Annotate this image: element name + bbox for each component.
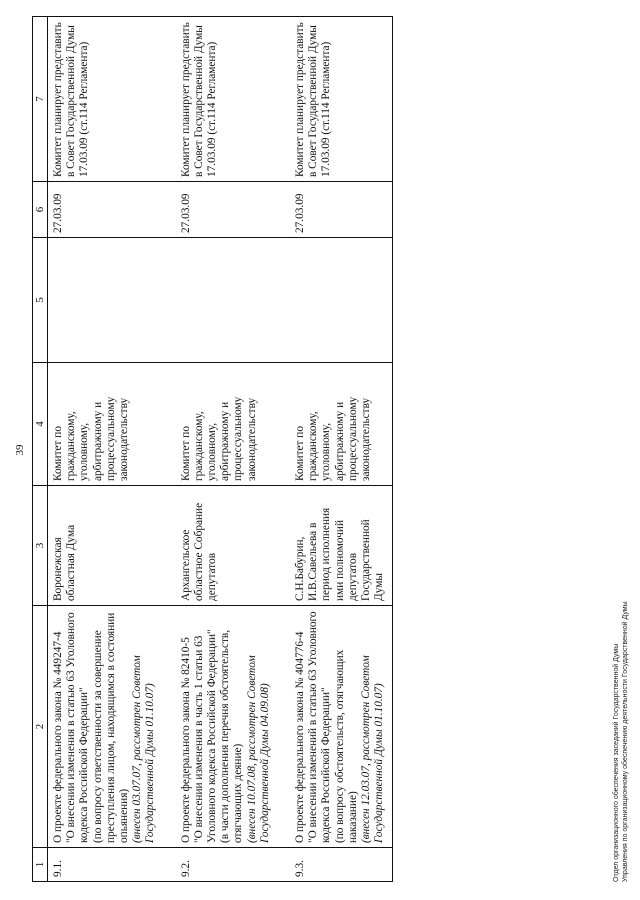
- row-number: 9.3.: [290, 848, 393, 882]
- initiator: С.Н.Бабурин, И.В.Савельева в период исполнения ими полномочий депутатов Государственной Думы: [290, 486, 393, 606]
- bill-description: [290, 606, 393, 848]
- initiator: Воронежская областная Дума: [48, 486, 176, 606]
- date: 27.03.09: [176, 182, 290, 238]
- column-header-2: 2: [33, 606, 48, 848]
- row-number: 9.2.: [176, 848, 290, 882]
- bill-detail: (по вопросу ответственности за совершение преступления лицом, находящимся в состоянии опьянения): [91, 612, 131, 843]
- bill-reference: (внесен 03.07.07, рассмотрен Советом Государственной Думы 01.10.07): [131, 655, 157, 843]
- column-header-row: [33, 17, 48, 882]
- row-number: 9.1.: [48, 848, 176, 882]
- date: 27.03.09: [290, 182, 393, 238]
- bills-table: [32, 16, 393, 882]
- initiator: Архангельское областное Собрание депутатов: [176, 486, 290, 606]
- bill-reference: (внесен 12.03.07, рассмотрен Советом Государственной Думы 01.10.07): [360, 655, 386, 843]
- note: Комитет планирует представить в Совет Государственной Думы 17.03.09 (ст.114 Регламента): [48, 17, 176, 182]
- note: Комитет планирует представить в Совет Государственной Думы 17.03.09 (ст.114 Регламента): [290, 17, 393, 182]
- column-5-cell: [176, 238, 290, 363]
- bill-title: О проекте федерального закона № 404776-4: [294, 631, 307, 843]
- bill-subject: "О внесении изменения в статью 63 Уголовного кодекса Российской Федерации": [65, 612, 91, 843]
- bill-detail: (в части дополнения перечня обстоятельств, отягчающих деяние): [219, 629, 245, 843]
- column-header-3: 3: [33, 486, 48, 606]
- column-header-7: 7: [33, 17, 48, 182]
- committee: Комитет по гражданскому, уголовному, арбитражному и процессуальному законодательству: [290, 363, 393, 486]
- footer: [612, 601, 630, 882]
- column-header-5: 5: [33, 238, 48, 363]
- column-header-1: 1: [33, 848, 48, 882]
- bill-title: О проекте федерального закона № 82410-5: [179, 637, 192, 843]
- bill-description: [48, 606, 176, 848]
- table-row: [48, 17, 176, 882]
- committee: Комитет по гражданскому, уголовному, арбитражному и процессуальному законодательству: [176, 363, 290, 486]
- column-5-cell: [290, 238, 393, 363]
- bill-description: [176, 606, 290, 848]
- date: 27.03.09: [48, 182, 176, 238]
- bill-title: О проекте федерального закона № 449247-4: [52, 631, 64, 843]
- bill-detail: (по вопросу обстоятельств, отягчающих наказание): [333, 649, 359, 843]
- bill-reference: (внесен 10.07.08, рассмотрен Советом Государственной Думы 04.09.08): [245, 655, 271, 843]
- table-row: [176, 17, 290, 882]
- note: Комитет планирует представить в Совет Государственной Думы 17.03.09 (ст.114 Регламента): [176, 17, 290, 182]
- table-row: [290, 17, 393, 882]
- committee: Комитет по гражданскому, уголовному, арбитражному и процессуальному законодательству: [48, 363, 176, 486]
- column-header-6: 6: [33, 182, 48, 238]
- bill-subject: "О внесении изменений в статью 63 Уголовного кодекса Российской Федерации": [307, 611, 333, 843]
- footer-line-2: Управления по организационному обеспечению деятельности Государственной Думы: [622, 601, 629, 882]
- column-5-cell: [48, 238, 176, 363]
- column-header-4: 4: [33, 363, 48, 486]
- bill-subject: "О внесении изменения в часть 1 статьи 63 Уголовного кодекса Российской Федерации": [192, 629, 219, 843]
- footer-line-1: Отдел организационного обеспечения заседаний Государственной Думы: [613, 643, 620, 882]
- page-number: 39: [14, 444, 26, 456]
